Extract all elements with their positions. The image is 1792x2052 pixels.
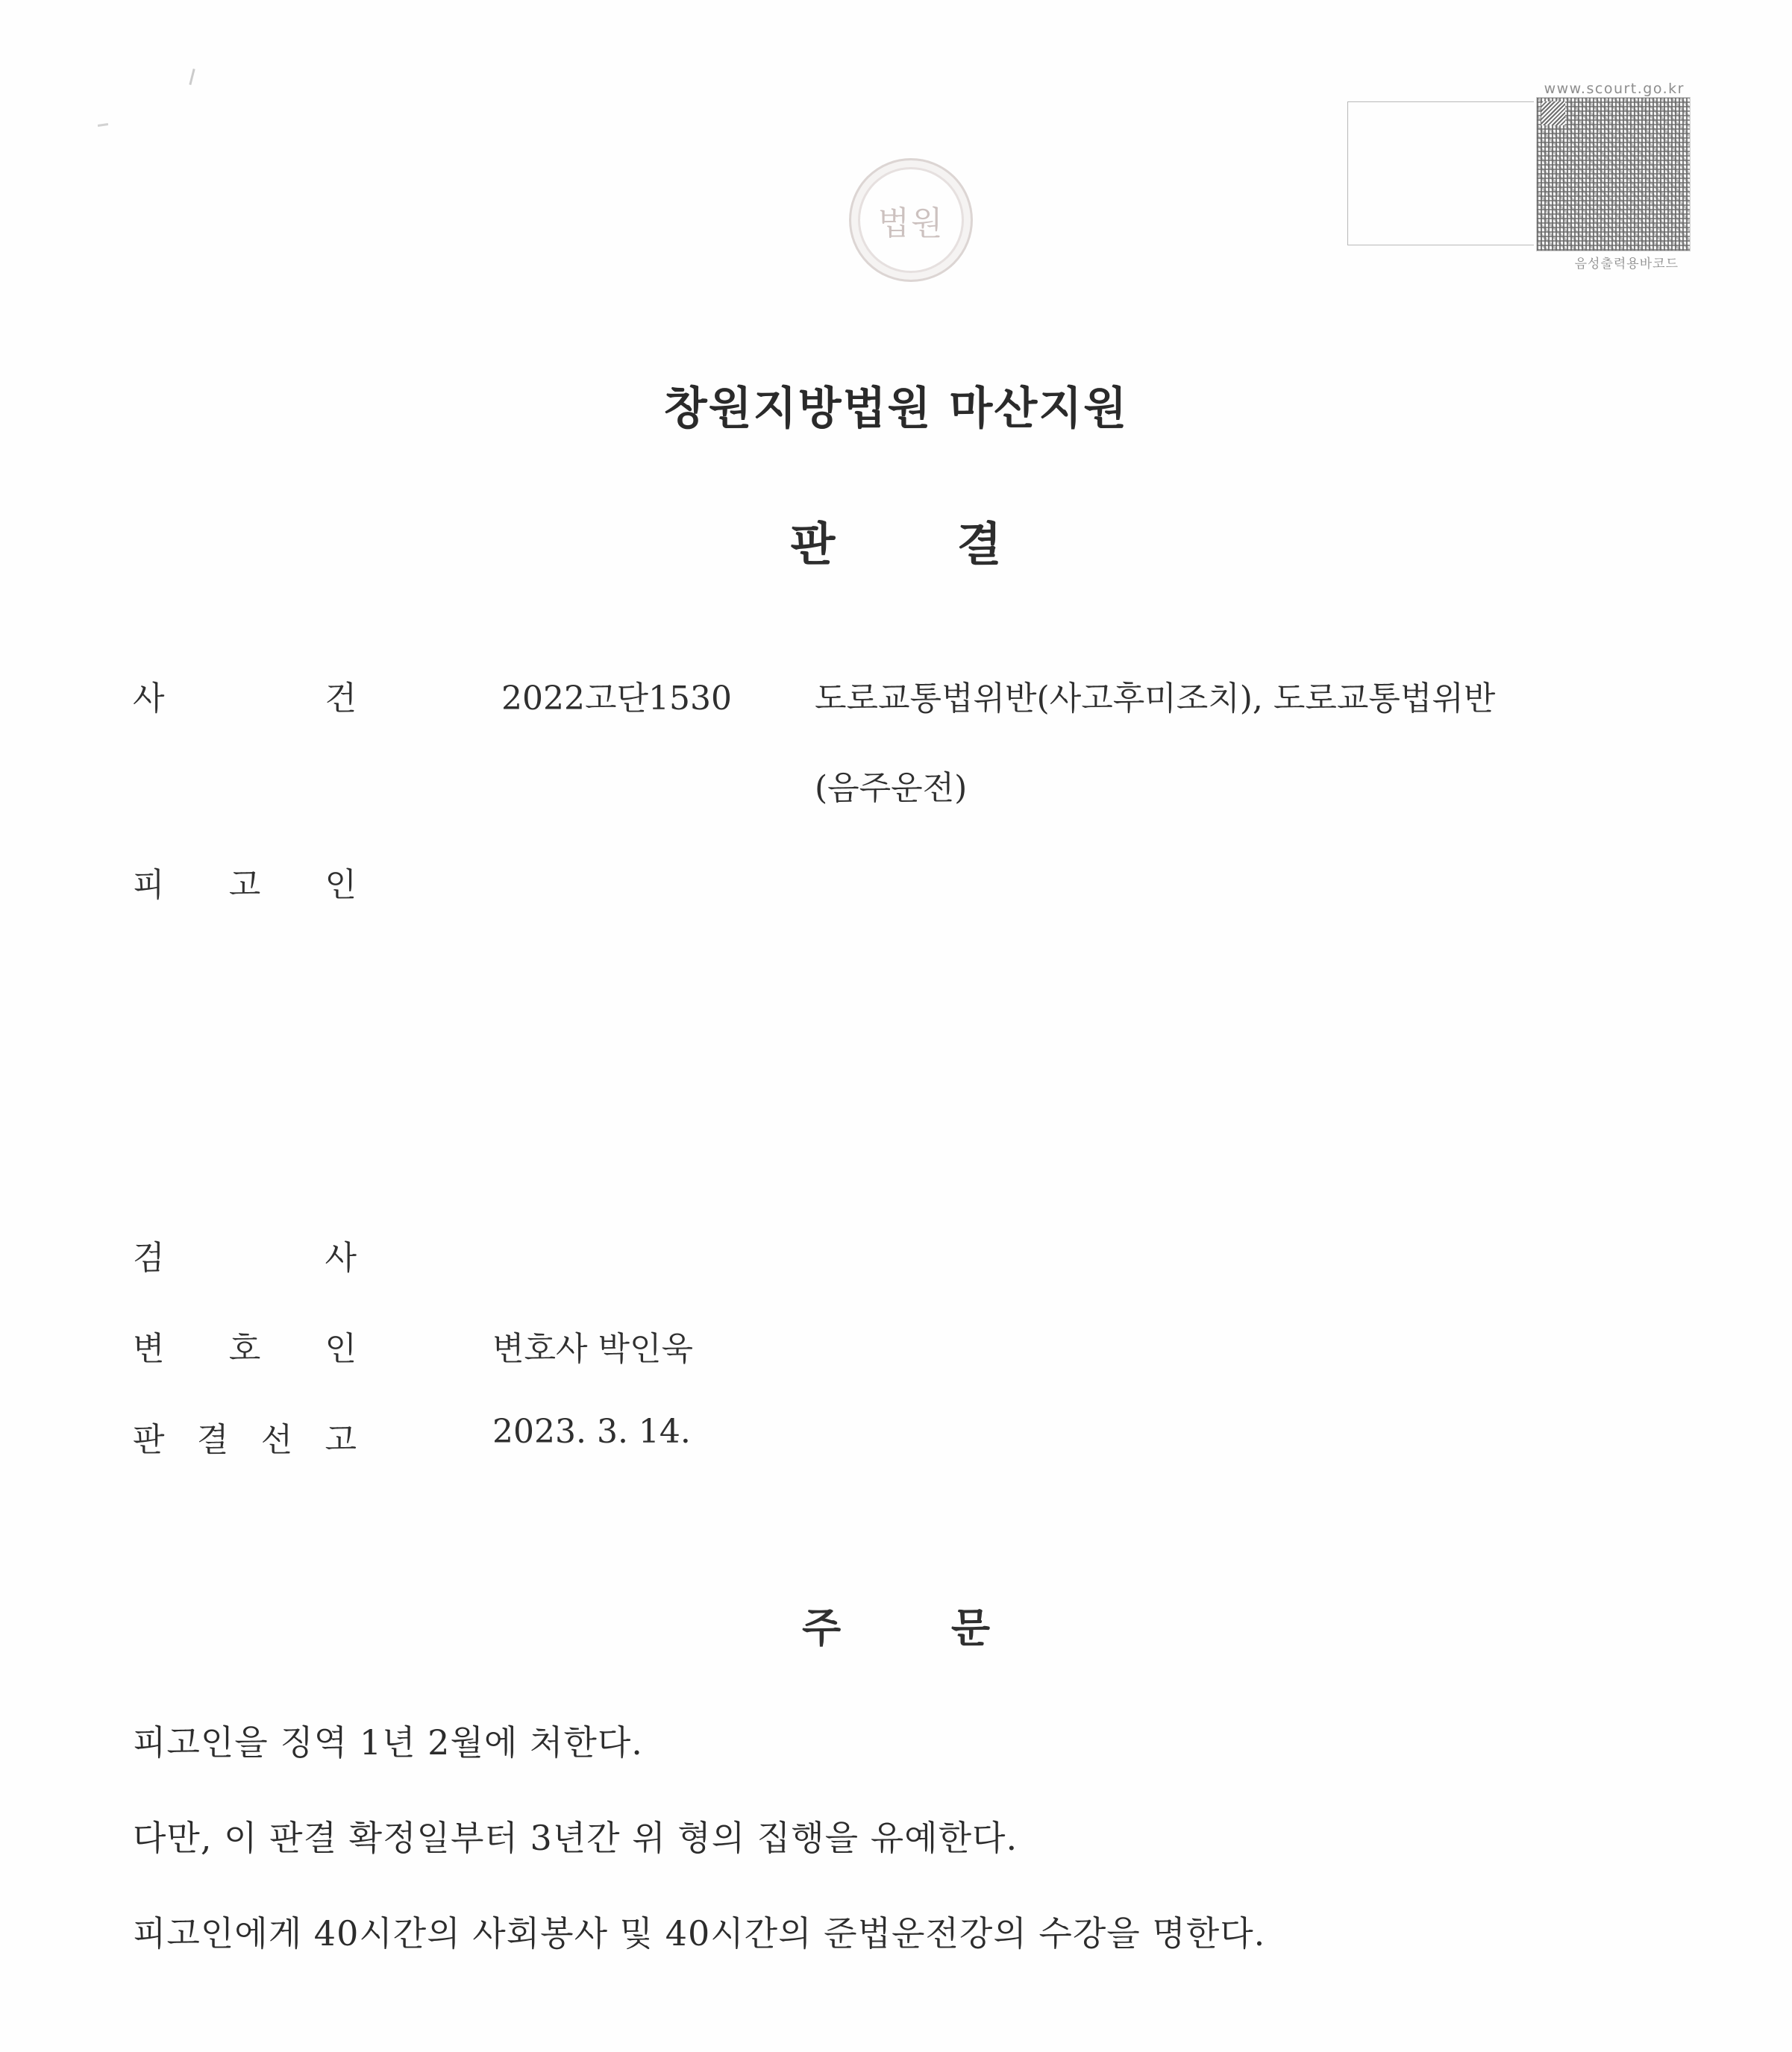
sentencing-date-value: 2023. 3. 14. <box>492 1413 691 1451</box>
field-label-defendant-char-1: 피 <box>133 866 165 904</box>
field-label-defense-counsel <box>133 1322 357 1369</box>
field-label-counsel-char-1: 변 <box>133 1330 165 1368</box>
field-label-sentencing-char-4: 고 <box>325 1421 357 1459</box>
pen-mark-secondary-icon <box>98 123 108 127</box>
document-title-char-2: 결 <box>956 517 1002 571</box>
field-label-sentencing-char-2: 결 <box>196 1421 229 1459</box>
barcode-frame-top-line <box>1347 101 1534 102</box>
court-name: 창원지방법원 마산지원 <box>663 383 1129 435</box>
order-line: 피고인에게 40시간의 사회봉사 및 40시간의 준법운전강의 수강을 명한다. <box>133 1913 1266 1954</box>
field-label-sentencing-char-1: 판 <box>133 1421 165 1459</box>
field-label-sentencing-date <box>133 1413 357 1460</box>
order-line: 피고인을 징역 1년 2월에 처한다. <box>133 1722 643 1763</box>
order-heading-char-2: 문 <box>950 1604 990 1651</box>
court-seal-icon: 법원 <box>849 158 973 282</box>
field-label-defendant-char-2: 고 <box>228 866 261 904</box>
order-heading-char-1: 주 <box>802 1604 842 1651</box>
field-label-prosecutor-char-2: 사 <box>325 1239 357 1277</box>
barcode-frame-left-line <box>1347 101 1348 245</box>
defense-counsel-value: 변호사 박인욱 <box>492 1330 694 1368</box>
order-line: 다만, 이 판결 확정일부터 3년간 위 형의 집행을 유예한다. <box>133 1818 1018 1858</box>
court-website-url: www.scourt.go.kr <box>1544 81 1685 97</box>
document-title-char-1: 판 <box>790 517 836 571</box>
field-label-counsel-char-2: 호 <box>228 1330 261 1368</box>
field-label-prosecutor <box>133 1231 357 1278</box>
field-label-prosecutor-char-1: 검 <box>133 1239 165 1277</box>
field-label-case-char-1: 사 <box>133 680 165 718</box>
field-label-counsel-char-3: 인 <box>325 1330 357 1368</box>
case-charges-line-1: 도로교통법위반(사고후미조치), 도로교통법위반 <box>815 680 1496 718</box>
field-label-case-char-2: 건 <box>325 680 357 718</box>
field-label-sentencing-char-3: 선 <box>260 1421 293 1459</box>
case-charges-line-2: (음주운전) <box>815 769 968 807</box>
barcode-block <box>1347 72 1691 272</box>
barcode-finder-pattern-icon <box>1541 101 1565 125</box>
field-label-defendant-char-3: 인 <box>325 866 357 904</box>
pen-mark-icon <box>189 69 195 85</box>
field-label-case <box>133 671 357 719</box>
case-number: 2022고단1530 <box>501 680 732 718</box>
document-title <box>0 507 1792 574</box>
order-section-heading <box>0 1596 1792 1654</box>
barcode-caption: 음성출력용바코드 <box>1574 257 1679 272</box>
field-label-defendant <box>133 858 357 906</box>
